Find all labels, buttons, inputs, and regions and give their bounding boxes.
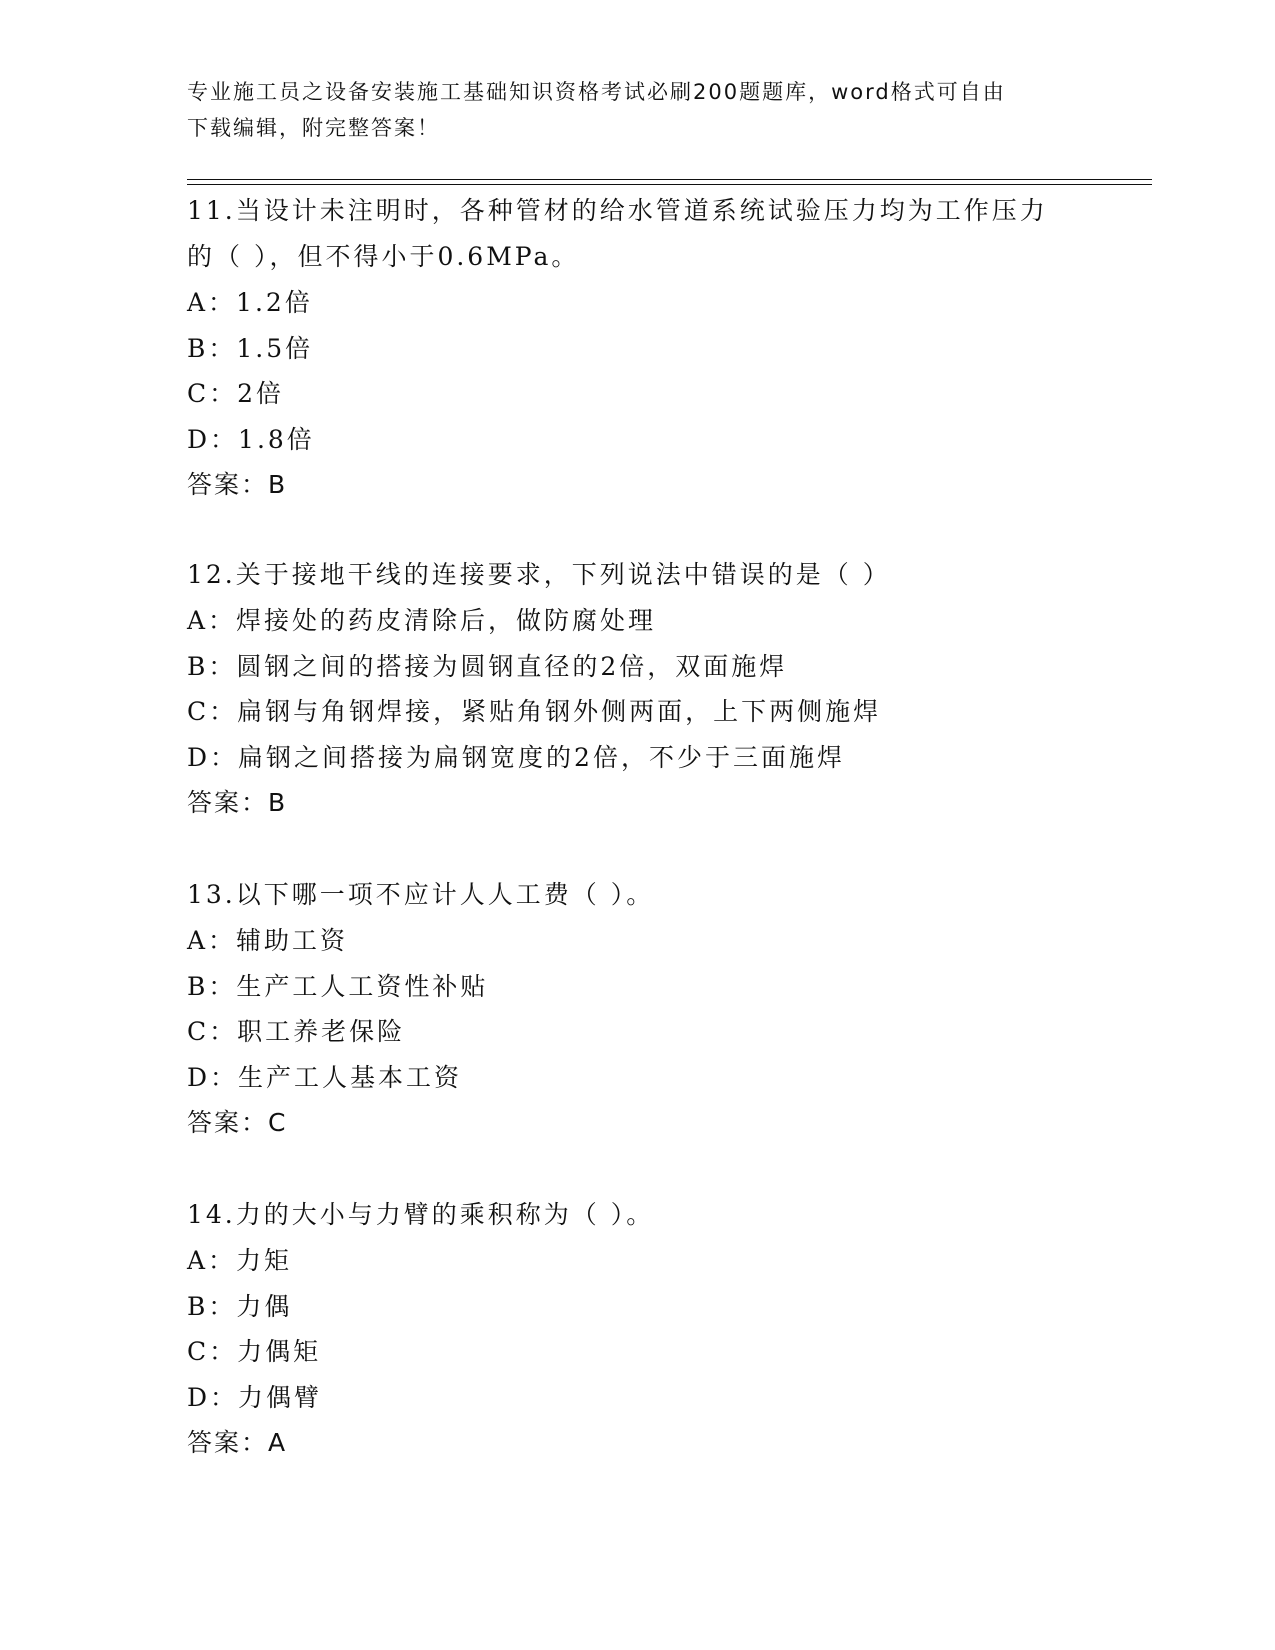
- option-d: D：生产工人基本工资: [187, 1062, 463, 1092]
- option-b: B：力偶: [187, 1291, 293, 1321]
- option-a: A：焊接处的药皮清除后，做防腐处理: [187, 606, 657, 635]
- question-12: [187, 552, 1087, 825]
- option-c: C：2倍: [187, 379, 285, 408]
- header-divider-top: [187, 179, 1152, 180]
- header-line-1: 专业施工员之设备安装施工基础知识资格考试必刷200题题库，word格式可自由: [187, 80, 1006, 104]
- option-b: B：圆钢之间的搭接为圆钢直径的2倍，双面施焊: [187, 651, 788, 681]
- question-14: [187, 1192, 1087, 1465]
- answer: 答案：B: [187, 788, 288, 817]
- option-b: B：1.5倍: [187, 333, 314, 363]
- header-line-2: 下载编辑，附完整答案！: [187, 116, 440, 140]
- option-d: D：1.8倍: [187, 424, 315, 454]
- option-a: A：力矩: [187, 1246, 293, 1275]
- question-13: [187, 872, 1087, 1145]
- document-header: [187, 74, 1067, 146]
- question-stem-continuation: 的（ ），但不得小于0.6MPa。: [187, 242, 580, 271]
- answer: 答案：C: [187, 1108, 288, 1137]
- option-c: C：扁钢与角钢焊接，紧贴角钢外侧两面，上下两侧施焊: [187, 697, 882, 726]
- option-d: D：力偶臂: [187, 1382, 323, 1412]
- option-d: D：扁钢之间搭接为扁钢宽度的2倍，不少于三面施焊: [187, 742, 845, 772]
- answer: 答案：A: [187, 1428, 288, 1457]
- option-c: C：职工养老保险: [187, 1017, 406, 1046]
- question-stem: 11.当设计未注明时，各种管材的给水管道系统试验压力均为工作压力: [187, 196, 1048, 225]
- option-a: A：1.2倍: [187, 288, 313, 317]
- option-c: C：力偶矩: [187, 1337, 322, 1366]
- question-stem: 14.力的大小与力臂的乘积称为（ ）。: [187, 1200, 655, 1229]
- question-11: [187, 188, 1087, 507]
- question-stem: 13.以下哪一项不应计人人工费（ ）。: [187, 880, 655, 909]
- option-a: A：辅助工资: [187, 926, 349, 955]
- answer: 答案：B: [187, 470, 288, 499]
- question-stem: 12.关于接地干线的连接要求，下列说法中错误的是（ ）: [187, 560, 891, 589]
- option-b: B：生产工人工资性补贴: [187, 971, 489, 1001]
- header-divider-bottom: [187, 184, 1152, 185]
